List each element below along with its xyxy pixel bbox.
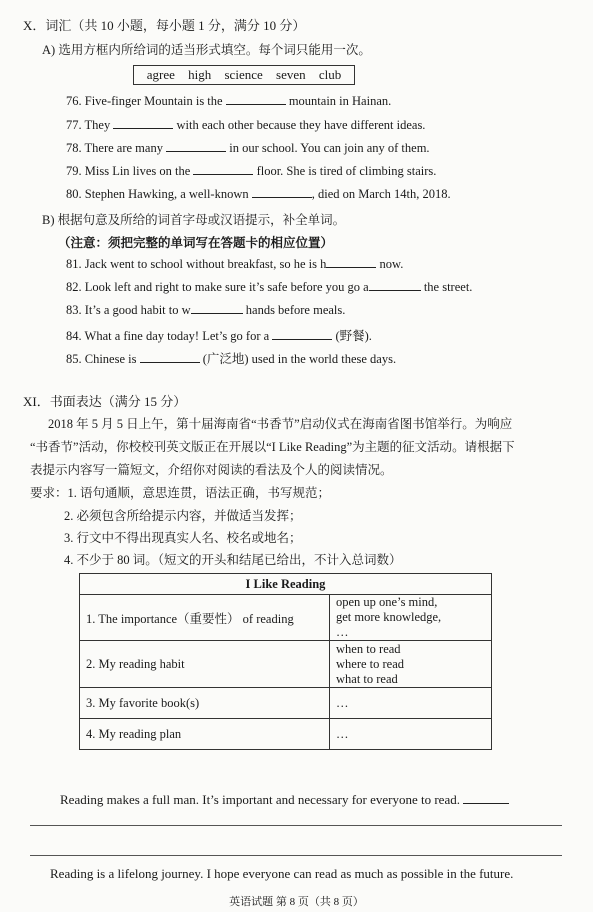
hint-line: what to read: [336, 671, 398, 686]
hint-line: get more knowledge,: [336, 610, 442, 624]
question-77: [66, 118, 425, 133]
answer-blank[interactable]: [193, 173, 253, 175]
section-a-instruction: A) 选用方框内所给词的适当形式填空。每个词只能用一次。: [42, 43, 371, 57]
question-82: [66, 280, 472, 295]
question-number: 79.: [66, 164, 82, 178]
question-text: mountain in Hainan.: [288, 94, 392, 108]
writing-line[interactable]: [30, 855, 562, 856]
question-text: , died on March 14th, 2018.: [311, 187, 451, 201]
part11-heading: XI．书面表达（满分 15 分）: [23, 394, 187, 409]
answer-blank[interactable]: [252, 196, 312, 198]
question-text: It’s a good habit to w: [84, 303, 191, 317]
word-box-word: high: [188, 67, 212, 82]
question-number: 81.: [66, 257, 82, 271]
question-text: now.: [379, 257, 404, 271]
intro-line: “书香节”活动，你校校刊英文版正在开展以“I Like Reading”为主题的征文活动。请根据下: [30, 440, 515, 454]
requirement: 要求：1. 语句通顺，意思连贯，语法正确，书写规范；: [30, 486, 331, 500]
question-85: [66, 349, 396, 367]
question-80: [66, 187, 451, 202]
answer-blank[interactable]: [272, 338, 332, 340]
intro-line: 2018 年 5 月 5 日上午，第十届海南省“书香节”启动仪式在海南省图书馆举行。为响应: [48, 417, 513, 431]
reading-table: [79, 573, 492, 750]
question-76: [66, 94, 391, 109]
answer-blank[interactable]: [369, 289, 421, 291]
table-cell-left: 1. The importance（重要性） of reading: [80, 595, 330, 641]
question-text: Look left and right to make sure it’s safe before you go a: [84, 280, 369, 294]
question-81: [66, 257, 403, 272]
word-box-word: club: [318, 67, 342, 82]
page-footer: 英语试题 第 8 页（共 8 页）: [229, 896, 364, 908]
intro-line: 表提示内容写一篇短文，介绍你对阅读的看法及个人的阅读情况。: [30, 463, 393, 477]
question-number: 77.: [66, 118, 82, 132]
question-number: 82.: [66, 280, 82, 294]
question-text: What a fine day today! Let’s go for a: [84, 329, 270, 343]
question-number: 76.: [66, 94, 82, 108]
table-cell-left: 3. My favorite book(s): [80, 688, 330, 719]
essay-opening: [60, 792, 509, 808]
question-text: Chinese is: [84, 352, 137, 366]
requirement: 2. 必须包含所给提示内容，并做适当发挥；: [64, 509, 302, 523]
question-text: the street.: [423, 280, 473, 294]
section-b-instruction: B) 根据句意及所给的词首字母或汉语提示，补全单词。: [42, 213, 346, 227]
section-b-note: （注意：须把完整的单词写在答题卡的相应位置）: [58, 236, 334, 250]
hint-line: …: [336, 726, 349, 741]
table-row: [80, 719, 492, 750]
table-row: [80, 595, 492, 641]
question-number: 85.: [66, 352, 82, 366]
question-83: [66, 303, 345, 318]
table-cell-right: [330, 641, 492, 688]
question-text: with each other because they have different ideas.: [176, 118, 426, 132]
question-number: 80.: [66, 187, 82, 201]
answer-blank[interactable]: [140, 361, 200, 363]
table-cell-right: [330, 595, 492, 641]
hint-line: when to read: [336, 641, 401, 656]
answer-blank[interactable]: [226, 103, 286, 105]
answer-blank[interactable]: [113, 127, 173, 129]
question-text: Miss Lin lives on the: [84, 164, 191, 178]
word-box-word: seven: [276, 67, 306, 82]
writing-blank[interactable]: [463, 802, 509, 804]
question-text: Five-finger Mountain is the: [84, 94, 223, 108]
word-box-word: science: [224, 67, 263, 82]
word-box: [133, 65, 355, 85]
answer-blank[interactable]: [326, 266, 376, 268]
table-row: [80, 688, 492, 719]
opening-text: Reading makes a full man. It’s important and necessary for everyone to read.: [60, 792, 460, 807]
part10-heading: X．词汇（共 10 小题，每小题 1 分，满分 10 分）: [23, 18, 306, 33]
table-cell-right: [330, 688, 492, 719]
word-box-word: agree: [146, 67, 175, 82]
hint-line: where to read: [336, 656, 405, 671]
question-text: Stephen Hawking, a well-known: [84, 187, 249, 201]
question-text: hands before meals.: [245, 303, 346, 317]
question-number: 78.: [66, 141, 82, 155]
table-title: I Like Reading: [80, 574, 492, 595]
question-text: They: [84, 118, 111, 132]
question-text: There are many: [84, 141, 163, 155]
question-text: (野餐).: [335, 329, 372, 343]
question-number: 83.: [66, 303, 82, 317]
table-cell-right: [330, 719, 492, 750]
question-text: Jack went to school without breakfast, so he is h: [84, 257, 327, 271]
writing-line[interactable]: [30, 825, 562, 826]
question-79: [66, 164, 436, 179]
hint-line: …: [336, 625, 349, 639]
essay-closing: Reading is a lifelong journey. I hope everyone can read as much as possible in the future.: [50, 866, 514, 881]
hint-line: …: [336, 695, 349, 710]
requirement: 4. 不少于 80 词。（短文的开头和结尾已给出，不计入总词数）: [64, 553, 402, 567]
requirement: 3. 行文中不得出现真实人名、校名或地名；: [64, 531, 302, 545]
table-cell-left: 4. My reading plan: [80, 719, 330, 750]
hint-line: open up one’s mind,: [336, 595, 438, 609]
answer-blank[interactable]: [166, 150, 226, 152]
table-cell-left: 2. My reading habit: [80, 641, 330, 688]
question-text: (广泛地) used in the world these days.: [202, 352, 397, 366]
question-78: [66, 141, 430, 156]
question-number: 84.: [66, 329, 82, 343]
answer-blank[interactable]: [191, 312, 243, 314]
question-text: in our school. You can join any of them.: [229, 141, 430, 155]
question-84: [66, 326, 372, 344]
question-text: floor. She is tired of climbing stairs.: [256, 164, 437, 178]
table-row: [80, 641, 492, 688]
